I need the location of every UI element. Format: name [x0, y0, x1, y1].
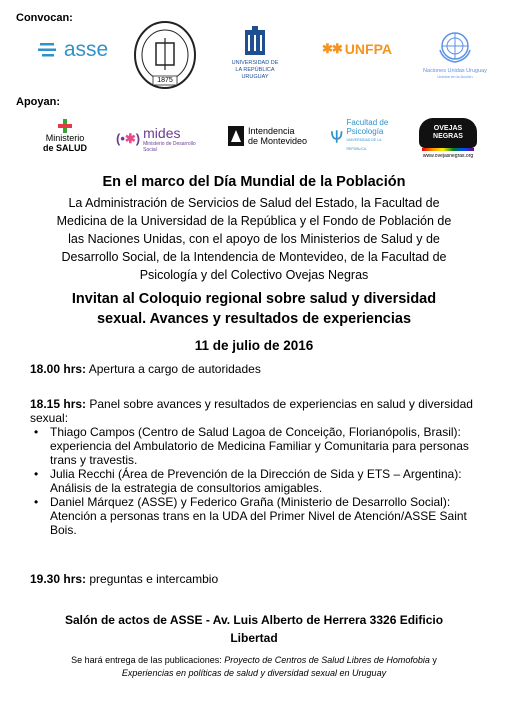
organizers-line: Medicina de la Universidad de la República y el Fondo de Población de	[56, 214, 452, 228]
venue-line: Salón de actos de ASSE - Av. Luis Alberto de Herrera 3326 Edificio	[64, 613, 444, 627]
unfpa-logo	[318, 36, 396, 62]
intendencia-logo	[228, 122, 318, 150]
msp-cross-icon	[58, 119, 72, 133]
panel-speaker-item: • Thiago Campos (Centro de Salud Lagoa de Conceição, Florianópolis, Brasil): experiencia del Ambulatorio de Medicina Familiar y Comunitaria para personas trans y travestis.	[30, 425, 490, 467]
apoyan-label: Apoyan:	[16, 96, 60, 108]
asse-logo	[32, 38, 114, 62]
fpsico-psi-icon	[330, 129, 343, 143]
onu-logo-text: Naciones Unidas Uruguay	[423, 68, 487, 74]
msp-logo-line2: de SALUD	[42, 143, 87, 153]
onu-logo	[414, 28, 496, 90]
udelar-building-icon	[244, 26, 266, 56]
organizers-line: La Administración de Servicios de Salud del Estado, la Facultad de	[68, 196, 440, 210]
asse-wave-icon	[38, 41, 60, 59]
ovejas-url: www.ovejasnegras.org	[422, 152, 474, 159]
footer-note	[0, 654, 508, 680]
footer-lead: Se hará entrega de las publicaciones:	[71, 655, 225, 665]
fpsico-subtext: UNIVERSIDAD DE LA REPÚBLICA	[346, 138, 382, 151]
onu-logo-subtext: Unidos en la Acción	[437, 74, 473, 79]
intendencia-emblem-icon	[228, 126, 244, 146]
ovejas-negras-logo	[416, 116, 480, 160]
udelar-logo	[222, 26, 288, 96]
fpsico-line1: Facultad de	[346, 118, 389, 127]
facultad-medicina-year: 1875	[157, 77, 173, 84]
footer-joiner: y	[429, 655, 437, 665]
fpsico-line2: Psicología	[346, 127, 384, 136]
convocan-label: Convocan:	[16, 12, 73, 24]
footer-publication-2: Experiencias en políticas de salud y diversidad sexual en Uruguay	[121, 668, 387, 678]
panel-speaker-item: • Daniel Márquez (ASSE) y Federico Graña (Ministerio de Desarrollo Social): Atención a personas trans en la UDA del Primer Nivel de Atención/ASSE Saint Bois.	[30, 495, 490, 537]
organizers-line: Psicología y del Colectivo Ovejas Negras	[139, 268, 369, 282]
unfpa-logo-text: UNFPA	[344, 41, 392, 57]
invitation-line: sexual. Avances y resultados de experiencias	[96, 311, 412, 327]
organizers-line: Desarrollo Social, de la Intendencia de Montevideo, de la Facultad de	[61, 250, 447, 264]
program-item-panel	[30, 397, 490, 537]
program-time: 18.00 hrs:	[30, 362, 87, 376]
mides-dots-icon: (•✱)	[116, 131, 141, 146]
intendencia-line2: de Montevideo	[248, 136, 308, 146]
organizers-line: las Naciones Unidas, con el apoyo de los Ministerios de Salud y de	[68, 232, 440, 246]
ovejas-logo-text: OVEJAS NEGRAS	[433, 124, 463, 140]
program-time: 19.30 hrs:	[30, 572, 87, 586]
event-date: 11 de julio de 2016	[194, 338, 314, 353]
panel-speaker-item: • Julia Recchi (Área de Prevención de la Dirección de Sida y ETS – Argentina): Análisis de la estrategia de consultorios amigables.	[30, 467, 490, 495]
udelar-logo-text: UNIVERSIDAD DE LA REPÚBLICA URUGUAY	[231, 60, 279, 80]
asse-logo-text: asse	[63, 38, 109, 61]
program-text: preguntas e intercambio	[86, 572, 219, 586]
mides-logo	[116, 122, 208, 156]
facultad-medicina-seal	[132, 20, 198, 92]
panel-list	[30, 425, 490, 537]
intendencia-line1: Intendencia	[248, 126, 295, 136]
fpsico-logo	[330, 120, 400, 152]
program-item-questions	[30, 572, 490, 586]
footer-publication-1: Proyecto de Centros de Salud Libres de Homofobia	[224, 655, 430, 665]
msp-logo-line1: Ministerio	[45, 133, 85, 143]
un-emblem-icon	[437, 28, 473, 64]
program-text: Panel sobre avances y resultados de experiencias en salud y diversidad sexual:	[30, 397, 473, 425]
mides-logo-text: mides	[143, 124, 181, 141]
ovejas-rainbow-stripe	[422, 148, 474, 151]
unfpa-people-icon: ✱✱	[322, 41, 342, 56]
invitation-line: Invitan al Coloquio regional sobre salud y diversidad	[71, 291, 437, 307]
ovejas-sheep-icon	[419, 118, 477, 148]
invitation-title	[0, 289, 508, 329]
program-item-opening	[30, 362, 490, 376]
venue	[0, 611, 508, 647]
venue-line: Libertad	[230, 631, 278, 645]
program-time: 18.15 hrs:	[30, 397, 87, 411]
program-text: Apertura a cargo de autoridades	[86, 362, 261, 376]
msp-logo	[32, 112, 98, 160]
page-heading: En el marco del Día Mundial de la Población	[102, 174, 406, 190]
organizers-paragraph	[0, 194, 508, 284]
mides-logo-subtext: Ministerio de Desarrollo Social	[143, 140, 196, 153]
